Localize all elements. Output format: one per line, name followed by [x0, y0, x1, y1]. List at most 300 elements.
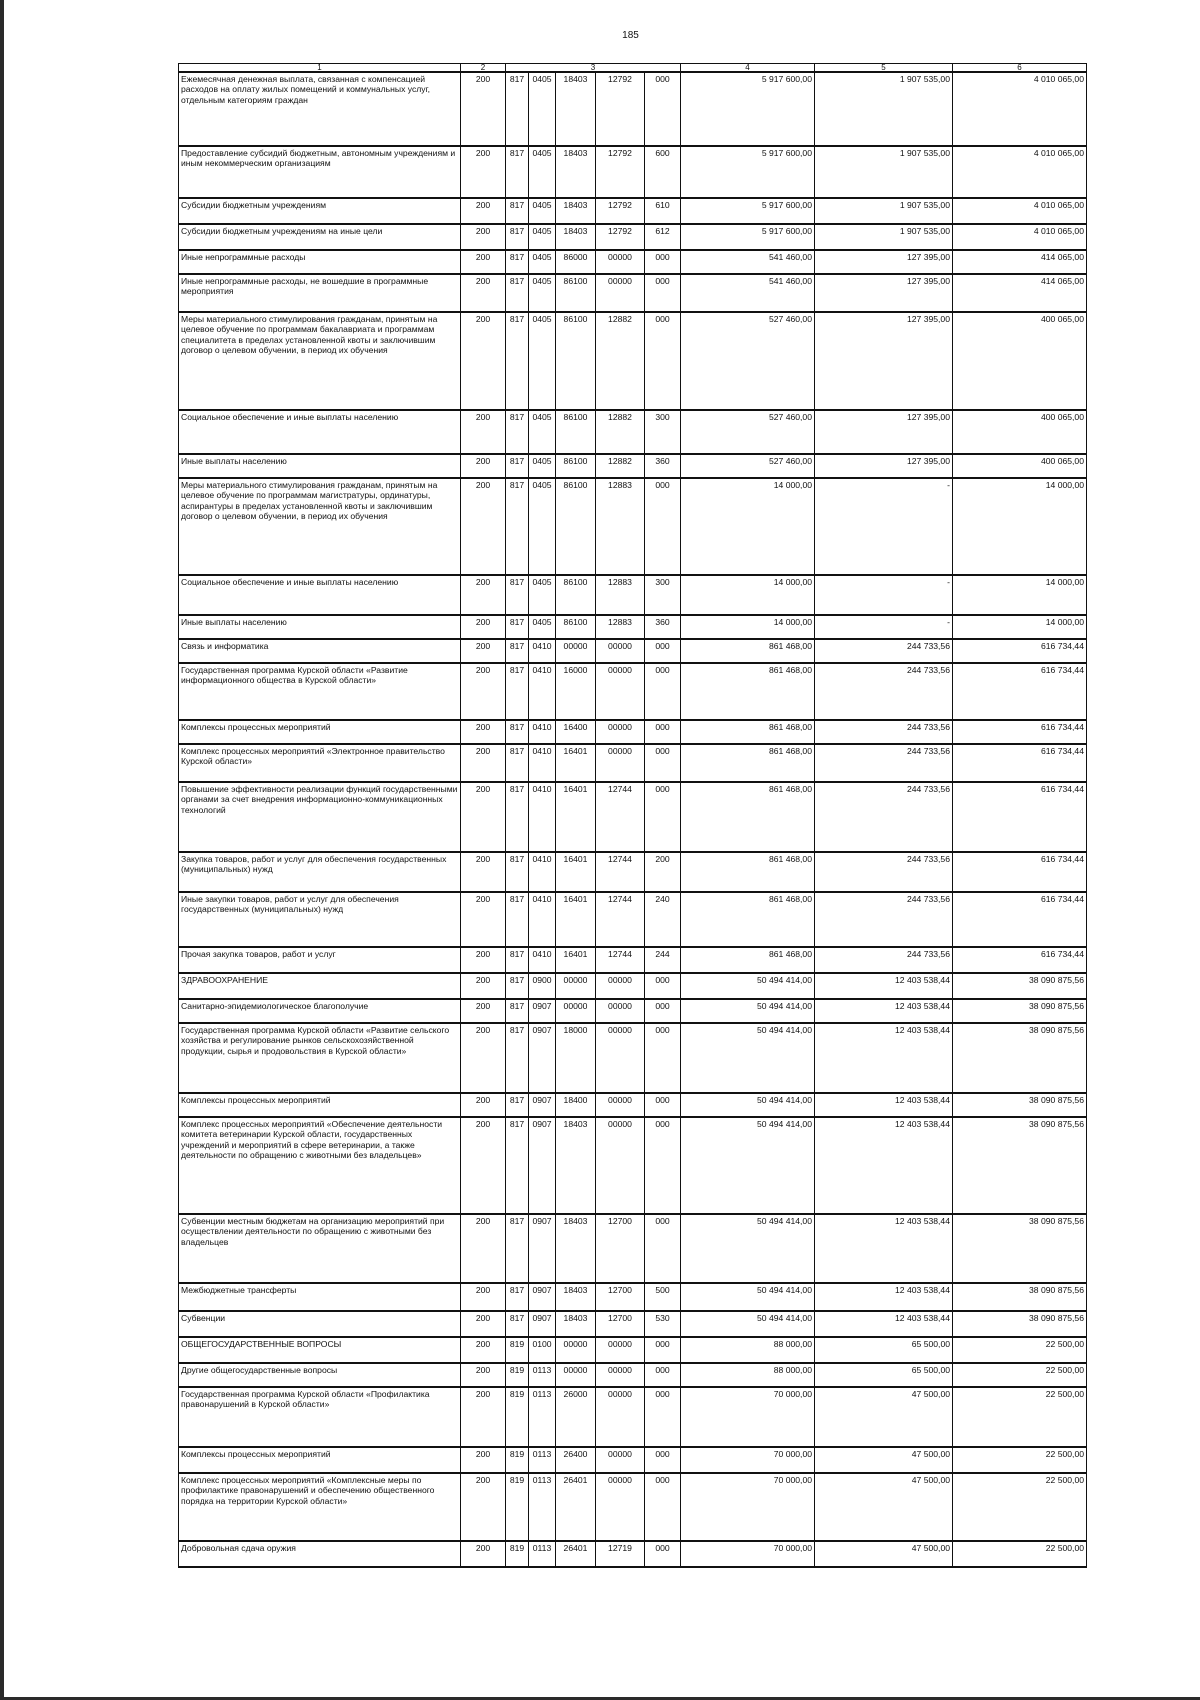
table-row: [179, 1473, 1087, 1541]
row-expense-type: 000: [645, 1363, 681, 1387]
row-amount-col5: 1 907 535,00: [815, 72, 953, 146]
row-grbs: 817: [506, 410, 529, 454]
row-expense-type: 000: [645, 1473, 681, 1541]
row-grbs: 819: [506, 1447, 529, 1473]
row-code-col2: 200: [461, 72, 506, 146]
row-amount-col5: 127 395,00: [815, 312, 953, 410]
row-amount-col6: 414 065,00: [953, 250, 1087, 274]
row-expense-type: 240: [645, 892, 681, 947]
row-direction: 00000: [596, 1337, 645, 1363]
row-program: 16401: [556, 744, 596, 782]
table-row: [179, 1117, 1087, 1214]
table-row: [179, 1023, 1087, 1093]
row-direction: 00000: [596, 1447, 645, 1473]
row-program: 16401: [556, 947, 596, 973]
header-col-3: 3: [506, 64, 681, 73]
row-name: Связь и информатика: [179, 639, 461, 663]
row-amount-col6: 400 065,00: [953, 312, 1087, 410]
row-expense-type: 000: [645, 1387, 681, 1447]
row-amount-col4: 70 000,00: [681, 1541, 815, 1567]
row-direction: 00000: [596, 639, 645, 663]
row-section: 0405: [529, 575, 556, 615]
row-program: 18403: [556, 1117, 596, 1214]
table-row: [179, 782, 1087, 852]
row-direction: 12700: [596, 1214, 645, 1283]
row-expense-type: 244: [645, 947, 681, 973]
row-program: 00000: [556, 639, 596, 663]
row-amount-col4: 527 460,00: [681, 312, 815, 410]
row-amount-col5: 244 733,56: [815, 852, 953, 892]
row-amount-col5: 12 403 538,44: [815, 1283, 953, 1311]
row-amount-col6: 616 734,44: [953, 782, 1087, 852]
row-section: 0900: [529, 973, 556, 999]
row-program: 16401: [556, 892, 596, 947]
table-row: [179, 312, 1087, 410]
row-code-col2: 200: [461, 198, 506, 224]
row-expense-type: 610: [645, 198, 681, 224]
row-amount-col5: 1 907 535,00: [815, 146, 953, 198]
table-row: [179, 615, 1087, 639]
row-amount-col6: 22 500,00: [953, 1447, 1087, 1473]
row-direction: 00000: [596, 1363, 645, 1387]
row-amount-col6: 14 000,00: [953, 478, 1087, 575]
row-direction: 00000: [596, 663, 645, 720]
row-grbs: 817: [506, 1311, 529, 1337]
row-section: 0410: [529, 892, 556, 947]
row-section: 0410: [529, 947, 556, 973]
row-grbs: 817: [506, 782, 529, 852]
row-program: 86100: [556, 478, 596, 575]
row-expense-type: 000: [645, 1093, 681, 1117]
row-expense-type: 612: [645, 224, 681, 250]
row-amount-col6: 14 000,00: [953, 615, 1087, 639]
row-direction: 12744: [596, 852, 645, 892]
row-name: Комплексы процессных мероприятий: [179, 1093, 461, 1117]
row-amount-col6: 38 090 875,56: [953, 1311, 1087, 1337]
row-amount-col5: 65 500,00: [815, 1363, 953, 1387]
row-name: Добровольная сдача оружия: [179, 1541, 461, 1567]
row-amount-col4: 70 000,00: [681, 1447, 815, 1473]
row-name: Субвенции местным бюджетам на организацию мероприятий при осуществлении деятельности по обращению с животными без владельцев: [179, 1214, 461, 1283]
row-code-col2: 200: [461, 224, 506, 250]
row-amount-col4: 861 468,00: [681, 744, 815, 782]
table-row: [179, 639, 1087, 663]
row-direction: 00000: [596, 720, 645, 744]
row-grbs: 817: [506, 744, 529, 782]
row-grbs: 817: [506, 274, 529, 312]
budget-table: [178, 63, 1087, 1568]
row-code-col2: 200: [461, 454, 506, 478]
row-section: 0405: [529, 454, 556, 478]
row-amount-col4: 5 917 600,00: [681, 224, 815, 250]
row-program: 18403: [556, 224, 596, 250]
row-direction: 12792: [596, 72, 645, 146]
row-section: 0113: [529, 1363, 556, 1387]
row-code-col2: 200: [461, 1447, 506, 1473]
row-program: 00000: [556, 973, 596, 999]
row-direction: 12744: [596, 782, 645, 852]
row-amount-col5: 12 403 538,44: [815, 973, 953, 999]
row-grbs: 817: [506, 852, 529, 892]
row-code-col2: 200: [461, 615, 506, 639]
header-col-4: 4: [681, 64, 815, 73]
row-grbs: 817: [506, 973, 529, 999]
row-amount-col5: 12 403 538,44: [815, 1093, 953, 1117]
row-program: 18000: [556, 1023, 596, 1093]
table-row: [179, 454, 1087, 478]
row-name: Санитарно-эпидемиологическое благополучие: [179, 999, 461, 1023]
table-row: [179, 892, 1087, 947]
row-direction: 00000: [596, 1117, 645, 1214]
row-section: 0100: [529, 1337, 556, 1363]
row-direction: 12883: [596, 615, 645, 639]
table-row: [179, 744, 1087, 782]
row-section: 0405: [529, 478, 556, 575]
row-name: Межбюджетные трансферты: [179, 1283, 461, 1311]
row-amount-col4: 541 460,00: [681, 250, 815, 274]
row-amount-col5: 1 907 535,00: [815, 224, 953, 250]
row-amount-col5: 65 500,00: [815, 1337, 953, 1363]
row-program: 26000: [556, 1387, 596, 1447]
row-expense-type: 000: [645, 999, 681, 1023]
row-amount-col4: 50 494 414,00: [681, 1214, 815, 1283]
row-code-col2: 200: [461, 782, 506, 852]
row-grbs: 817: [506, 1214, 529, 1283]
header-col-6: 6: [953, 64, 1087, 73]
row-amount-col5: 127 395,00: [815, 410, 953, 454]
row-expense-type: 530: [645, 1311, 681, 1337]
row-code-col2: 200: [461, 250, 506, 274]
row-code-col2: 200: [461, 146, 506, 198]
row-program: 18403: [556, 1311, 596, 1337]
row-name: Социальное обеспечение и иные выплаты населению: [179, 410, 461, 454]
row-amount-col4: 70 000,00: [681, 1473, 815, 1541]
row-grbs: 817: [506, 1093, 529, 1117]
table-row: [179, 72, 1087, 146]
row-amount-col5: 127 395,00: [815, 454, 953, 478]
row-amount-col5: -: [815, 575, 953, 615]
row-amount-col6: 616 734,44: [953, 892, 1087, 947]
row-amount-col4: 861 468,00: [681, 947, 815, 973]
row-grbs: 817: [506, 575, 529, 615]
row-expense-type: 500: [645, 1283, 681, 1311]
row-expense-type: 000: [645, 1447, 681, 1473]
row-amount-col4: 50 494 414,00: [681, 1283, 815, 1311]
row-section: 0907: [529, 1283, 556, 1311]
row-amount-col4: 14 000,00: [681, 478, 815, 575]
row-program: 18403: [556, 1214, 596, 1283]
table-row: [179, 720, 1087, 744]
row-section: 0113: [529, 1447, 556, 1473]
table-row: [179, 1337, 1087, 1363]
row-amount-col6: 4 010 065,00: [953, 198, 1087, 224]
row-amount-col4: 14 000,00: [681, 615, 815, 639]
row-code-col2: 200: [461, 744, 506, 782]
row-expense-type: 000: [645, 1023, 681, 1093]
row-expense-type: 000: [645, 274, 681, 312]
table-row: [179, 198, 1087, 224]
row-amount-col4: 50 494 414,00: [681, 999, 815, 1023]
row-expense-type: 300: [645, 410, 681, 454]
row-amount-col4: 50 494 414,00: [681, 1093, 815, 1117]
row-code-col2: 200: [461, 274, 506, 312]
row-grbs: 819: [506, 1363, 529, 1387]
row-amount-col4: 527 460,00: [681, 410, 815, 454]
row-program: 26401: [556, 1541, 596, 1567]
row-amount-col4: 527 460,00: [681, 454, 815, 478]
row-direction: 00000: [596, 250, 645, 274]
table-row: [179, 575, 1087, 615]
row-direction: 00000: [596, 1473, 645, 1541]
row-direction: 12792: [596, 146, 645, 198]
row-section: 0113: [529, 1541, 556, 1567]
row-amount-col6: 38 090 875,56: [953, 1023, 1087, 1093]
row-name: Ежемесячная денежная выплата, связанная с компенсацией расходов на оплату жилых помещений и коммунальных услуг, отдельным категориям граждан: [179, 72, 461, 146]
row-amount-col5: 244 733,56: [815, 744, 953, 782]
row-section: 0405: [529, 224, 556, 250]
table-row: [179, 224, 1087, 250]
row-program: 00000: [556, 999, 596, 1023]
row-amount-col5: 244 733,56: [815, 947, 953, 973]
row-code-col2: 200: [461, 947, 506, 973]
row-name: Комплексы процессных мероприятий: [179, 720, 461, 744]
header-row: [179, 64, 1087, 73]
row-section: 0405: [529, 312, 556, 410]
row-code-col2: 200: [461, 639, 506, 663]
row-amount-col5: -: [815, 478, 953, 575]
row-program: 86000: [556, 250, 596, 274]
row-amount-col4: 70 000,00: [681, 1387, 815, 1447]
row-direction: 00000: [596, 1093, 645, 1117]
row-section: 0907: [529, 1214, 556, 1283]
row-amount-col5: 47 500,00: [815, 1473, 953, 1541]
row-amount-col6: 616 734,44: [953, 720, 1087, 744]
row-amount-col4: 50 494 414,00: [681, 973, 815, 999]
row-expense-type: 000: [645, 312, 681, 410]
row-amount-col4: 861 468,00: [681, 852, 815, 892]
row-code-col2: 200: [461, 478, 506, 575]
row-section: 0113: [529, 1387, 556, 1447]
row-grbs: 817: [506, 454, 529, 478]
row-amount-col4: 861 468,00: [681, 663, 815, 720]
row-direction: 12792: [596, 198, 645, 224]
row-section: 0410: [529, 720, 556, 744]
row-amount-col4: 5 917 600,00: [681, 72, 815, 146]
row-amount-col5: 1 907 535,00: [815, 198, 953, 224]
row-amount-col5: 244 733,56: [815, 892, 953, 947]
row-grbs: 817: [506, 615, 529, 639]
row-code-col2: 200: [461, 1117, 506, 1214]
row-code-col2: 200: [461, 1311, 506, 1337]
row-expense-type: 300: [645, 575, 681, 615]
row-program: 86100: [556, 274, 596, 312]
row-code-col2: 200: [461, 1387, 506, 1447]
row-expense-type: 360: [645, 454, 681, 478]
row-amount-col4: 88 000,00: [681, 1363, 815, 1387]
row-direction: 12700: [596, 1311, 645, 1337]
row-amount-col6: 22 500,00: [953, 1541, 1087, 1567]
row-amount-col6: 400 065,00: [953, 410, 1087, 454]
row-section: 0405: [529, 615, 556, 639]
row-section: 0405: [529, 146, 556, 198]
row-name: Меры материального стимулирования гражданам, принятым на целевое обучение по программам бакалавриата и программам специалитета в пределах установленной квоты и заключившим договор о целевом обучении, в период их обучения: [179, 312, 461, 410]
row-amount-col4: 5 917 600,00: [681, 198, 815, 224]
row-expense-type: 360: [645, 615, 681, 639]
row-code-col2: 200: [461, 1093, 506, 1117]
header-col-5: 5: [815, 64, 953, 73]
row-section: 0405: [529, 274, 556, 312]
row-program: 18403: [556, 146, 596, 198]
row-section: 0907: [529, 999, 556, 1023]
row-name: Государственная программа Курской области «Развитие информационного общества в Курской области»: [179, 663, 461, 720]
row-program: 18400: [556, 1093, 596, 1117]
table-row: [179, 852, 1087, 892]
row-section: 0410: [529, 663, 556, 720]
row-code-col2: 200: [461, 999, 506, 1023]
table-row: [179, 1447, 1087, 1473]
row-amount-col6: 4 010 065,00: [953, 146, 1087, 198]
row-name: Комплекс процессных мероприятий «Электронное правительство Курской области»: [179, 744, 461, 782]
row-grbs: 817: [506, 663, 529, 720]
row-expense-type: 000: [645, 639, 681, 663]
row-section: 0405: [529, 250, 556, 274]
row-expense-type: 200: [645, 852, 681, 892]
row-expense-type: 000: [645, 1214, 681, 1283]
row-program: 86100: [556, 615, 596, 639]
table-row: [179, 478, 1087, 575]
row-grbs: 817: [506, 892, 529, 947]
row-code-col2: 200: [461, 1337, 506, 1363]
row-program: 16401: [556, 852, 596, 892]
row-code-col2: 200: [461, 973, 506, 999]
row-grbs: 817: [506, 478, 529, 575]
row-section: 0410: [529, 782, 556, 852]
row-expense-type: 000: [645, 72, 681, 146]
row-program: 86100: [556, 575, 596, 615]
row-code-col2: 200: [461, 663, 506, 720]
row-code-col2: 200: [461, 1023, 506, 1093]
row-section: 0907: [529, 1093, 556, 1117]
row-amount-col6: 22 500,00: [953, 1473, 1087, 1541]
row-expense-type: 600: [645, 146, 681, 198]
row-direction: 12792: [596, 224, 645, 250]
row-name: Иные непрограммные расходы: [179, 250, 461, 274]
row-amount-col6: 616 734,44: [953, 852, 1087, 892]
row-name: Иные выплаты населению: [179, 615, 461, 639]
row-program: 18403: [556, 1283, 596, 1311]
row-grbs: 817: [506, 224, 529, 250]
row-grbs: 819: [506, 1387, 529, 1447]
row-program: 18403: [556, 72, 596, 146]
header-col-1: 1: [179, 64, 461, 73]
row-direction: 00000: [596, 1387, 645, 1447]
row-name: Меры материального стимулирования гражданам, принятым на целевое обучение по программам магистратуры, ординатуры, аспирантуры в пределах установленной квоты и заключившим договор о целевом обучении, в период их обучения: [179, 478, 461, 575]
row-code-col2: 200: [461, 892, 506, 947]
row-amount-col5: 127 395,00: [815, 274, 953, 312]
row-section: 0410: [529, 639, 556, 663]
row-amount-col6: 38 090 875,56: [953, 1214, 1087, 1283]
row-amount-col4: 861 468,00: [681, 782, 815, 852]
row-amount-col5: -: [815, 615, 953, 639]
table-row: [179, 250, 1087, 274]
row-grbs: 817: [506, 720, 529, 744]
row-direction: 12700: [596, 1283, 645, 1311]
row-name: Субсидии бюджетным учреждениям: [179, 198, 461, 224]
row-direction: 00000: [596, 744, 645, 782]
row-program: 86100: [556, 410, 596, 454]
row-program: 18403: [556, 198, 596, 224]
row-name: Субвенции: [179, 1311, 461, 1337]
row-direction: 12744: [596, 892, 645, 947]
row-direction: 00000: [596, 274, 645, 312]
row-amount-col5: 12 403 538,44: [815, 1311, 953, 1337]
row-grbs: 817: [506, 146, 529, 198]
table-row: [179, 999, 1087, 1023]
row-direction: 12882: [596, 410, 645, 454]
row-direction: 12882: [596, 454, 645, 478]
row-expense-type: 000: [645, 1541, 681, 1567]
row-grbs: 817: [506, 1283, 529, 1311]
row-amount-col6: 22 500,00: [953, 1337, 1087, 1363]
row-expense-type: 000: [645, 744, 681, 782]
row-name: Прочая закупка товаров, работ и услуг: [179, 947, 461, 973]
row-amount-col4: 861 468,00: [681, 639, 815, 663]
row-grbs: 819: [506, 1337, 529, 1363]
table-row: [179, 1311, 1087, 1337]
row-amount-col5: 244 733,56: [815, 639, 953, 663]
row-amount-col6: 38 090 875,56: [953, 999, 1087, 1023]
row-section: 0907: [529, 1117, 556, 1214]
row-section: 0907: [529, 1311, 556, 1337]
row-code-col2: 200: [461, 312, 506, 410]
scan-edge-left: [0, 0, 4, 1700]
row-amount-col6: 14 000,00: [953, 575, 1087, 615]
row-amount-col4: 861 468,00: [681, 720, 815, 744]
row-amount-col4: 14 000,00: [681, 575, 815, 615]
row-direction: 12883: [596, 575, 645, 615]
row-code-col2: 200: [461, 852, 506, 892]
row-code-col2: 200: [461, 720, 506, 744]
row-amount-col6: 38 090 875,56: [953, 973, 1087, 999]
row-code-col2: 200: [461, 1283, 506, 1311]
row-grbs: 819: [506, 1541, 529, 1567]
row-direction: 12744: [596, 947, 645, 973]
row-amount-col6: 616 734,44: [953, 639, 1087, 663]
row-amount-col5: 244 733,56: [815, 782, 953, 852]
row-amount-col6: 22 500,00: [953, 1363, 1087, 1387]
row-program: 00000: [556, 1363, 596, 1387]
row-expense-type: 000: [645, 663, 681, 720]
table-row: [179, 1283, 1087, 1311]
row-amount-col4: 50 494 414,00: [681, 1023, 815, 1093]
row-name: Комплекс процессных мероприятий «Обеспечение деятельности комитета ветеринарии Курской области, государственных учреждений и мероприятий в сфере ветеринарии, а также деятельности по обращению с животными без владельцев»: [179, 1117, 461, 1214]
row-name: Предоставление субсидий бюджетным, автономным учреждениям и иным некоммерческим организациям: [179, 146, 461, 198]
table-body: [179, 72, 1087, 1567]
row-program: 26400: [556, 1447, 596, 1473]
row-amount-col6: 38 090 875,56: [953, 1093, 1087, 1117]
row-direction: 12719: [596, 1541, 645, 1567]
row-program: 16401: [556, 782, 596, 852]
row-code-col2: 200: [461, 1541, 506, 1567]
row-code-col2: 200: [461, 1363, 506, 1387]
row-amount-col6: 616 734,44: [953, 947, 1087, 973]
row-name: Субсидии бюджетным учреждениям на иные цели: [179, 224, 461, 250]
row-code-col2: 200: [461, 1214, 506, 1283]
table-row: [179, 1363, 1087, 1387]
row-amount-col5: 244 733,56: [815, 663, 953, 720]
row-amount-col6: 22 500,00: [953, 1387, 1087, 1447]
row-program: 26401: [556, 1473, 596, 1541]
